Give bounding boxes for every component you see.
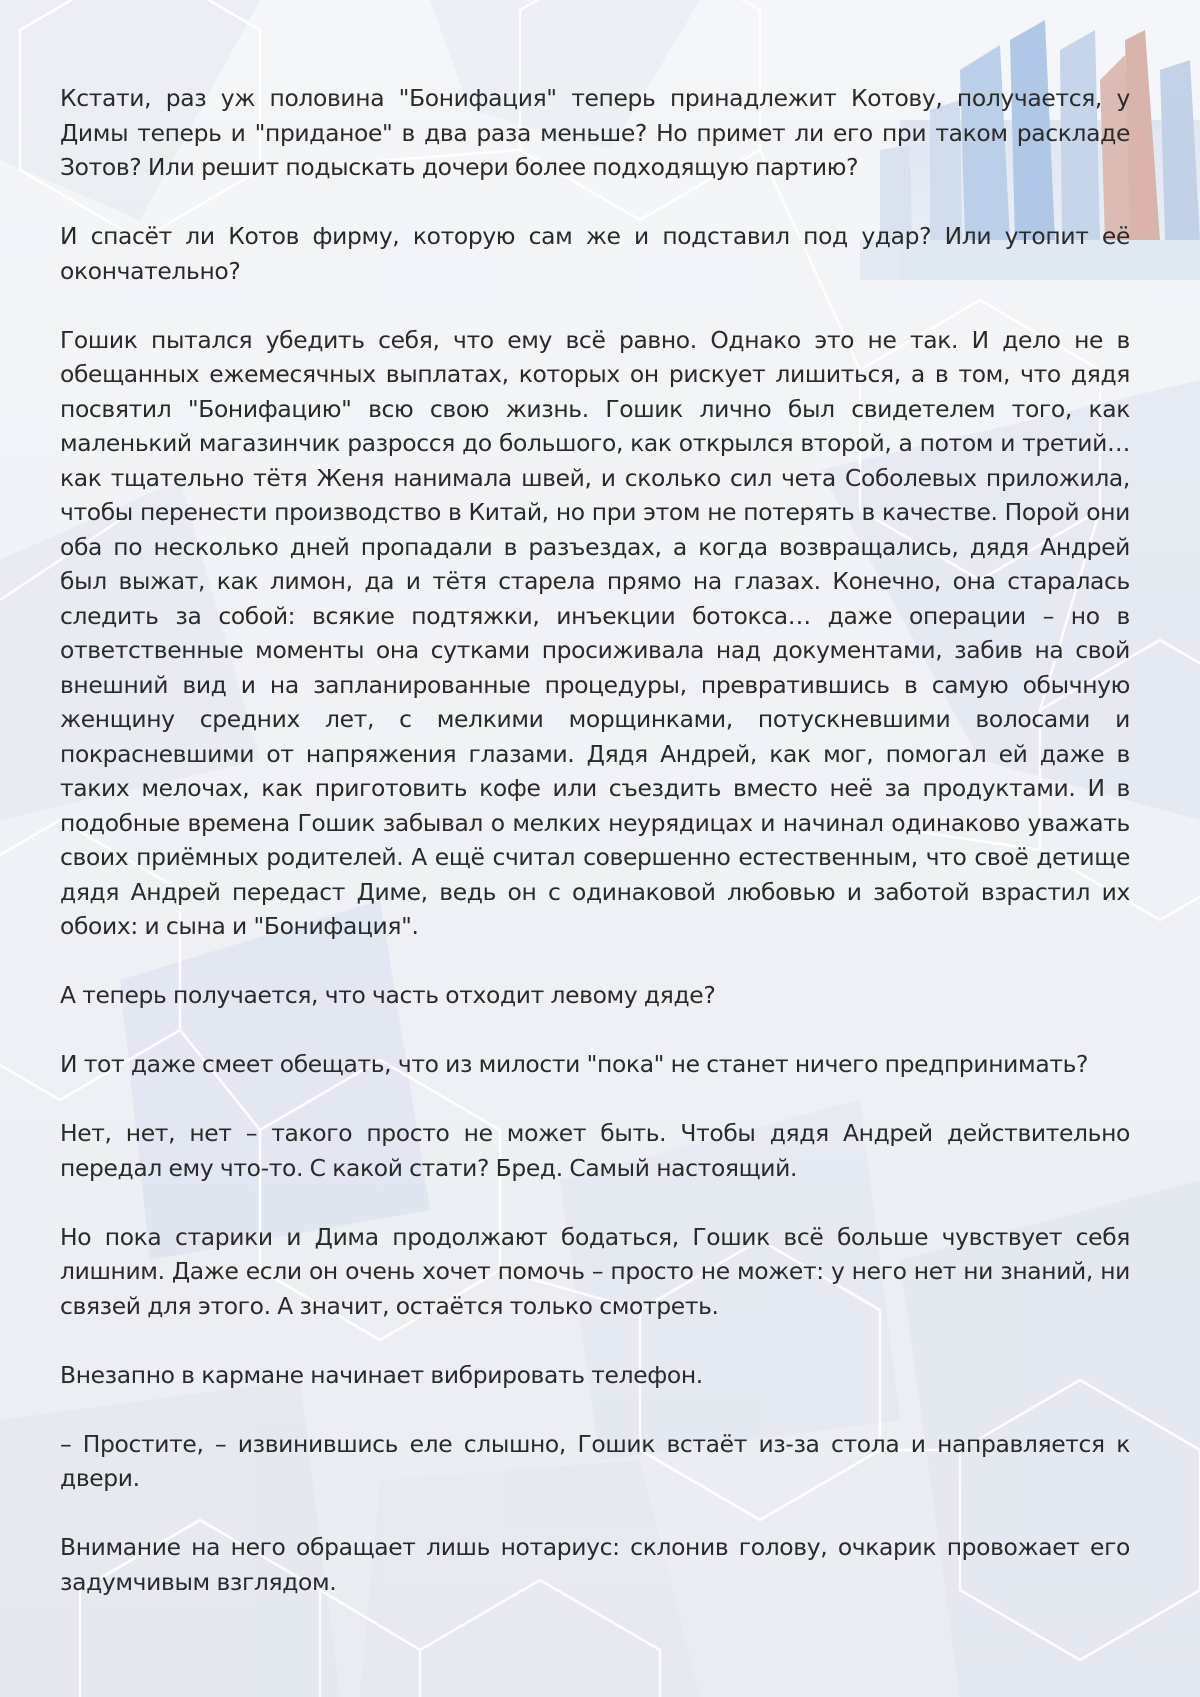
paragraph: И спасёт ли Котов фирму, которую сам же и подставил под удар? Или утопит её окончательно?	[60, 222, 1130, 285]
paragraph: – Простите, – извинившись еле слышно, Гошик встаёт из-за стола и направляется к двери.	[60, 1429, 1130, 1492]
paragraph: Но пока старики и Дима продолжают бодаться, Гошик всё больше чувствует себя лишним. Даже если он очень хочет помочь – просто не может: у него нет ни знаний, ни связей для этого. А значит, остаётся только смотреть.	[60, 1222, 1130, 1320]
paragraph: Гошик пытался убедить себя, что ему всё равно. Однако это не так. И дело не в обещанных ежемесячных выплатах, которых он рискует лишиться, а в том, что дядя посвятил "Бонифацию" всю свою жизнь. Гошик лично был свидетелем того, как маленький магазинчик разросся до большого, как открылся второй, а потом и третий… как тщательно тётя Женя нанимала швей, и сколько сил чета Соболевых приложила, чтобы перенести производство в Китай, но при этом не потерять в качестве. Порой они оба по несколько дней пропадали в разъездах, а когда возвращались, дядя Андрей был выжат, как лимон, да и тётя старела прямо на глазах. Конечно, она старалась следить за собой: всякие подтяжки, инъекции ботокса… даже операции – но в ответственные моменты она сутками просиживала над документами, забив на свой внешний вид и на запланированные процедуры, превратившись в самую обычную женщину средних лет, с мелкими морщинками, потускневшими волосами и покрасневшими от напряжения глазами. Дядя Андрей, как мог, помогал ей даже в таких мелочах, как приготовить кофе или съездить вместо неё за продуктами. И в подобные времена Гошик забывал о мелких неурядицах и начинал одинаково уважать своих приёмных родителей. А ещё считал совершенно естественным, что своё детище дядя Андрей передаст Диме, ведь он с одинаковой любовью и заботой взрастил их обоих: и сына и "Бонифация".	[60, 325, 1130, 940]
paragraph: А теперь получается, что часть отходит левому дяде?	[60, 981, 716, 1009]
paragraph: И тот даже смеет обещать, что из милости "пока" не станет ничего предпринимать?	[60, 1050, 1089, 1078]
paragraph: Внезапно в кармане начинает вибрировать телефон.	[60, 1360, 703, 1389]
document-body	[60, 81, 1130, 1634]
paragraph: Нет, нет, нет – такого просто не может быть. Чтобы дядя Андрей действительно передал ему что-то. С какой стати? Бред. Самый настоящий.	[60, 1119, 1130, 1182]
paragraph: Кстати, раз уж половина "Бонифация" теперь принадлежит Котову, получается, у Димы теперь и "приданое" в два раза меньше? Но примет ли его при таком раскладе Зотов? Или решит подыскать дочери более подходящую партию?	[60, 84, 1130, 181]
paragraph: Внимание на него обращает лишь нотариус: склонив голову, очкарик провожает его задумчивым взглядом.	[60, 1533, 1130, 1596]
